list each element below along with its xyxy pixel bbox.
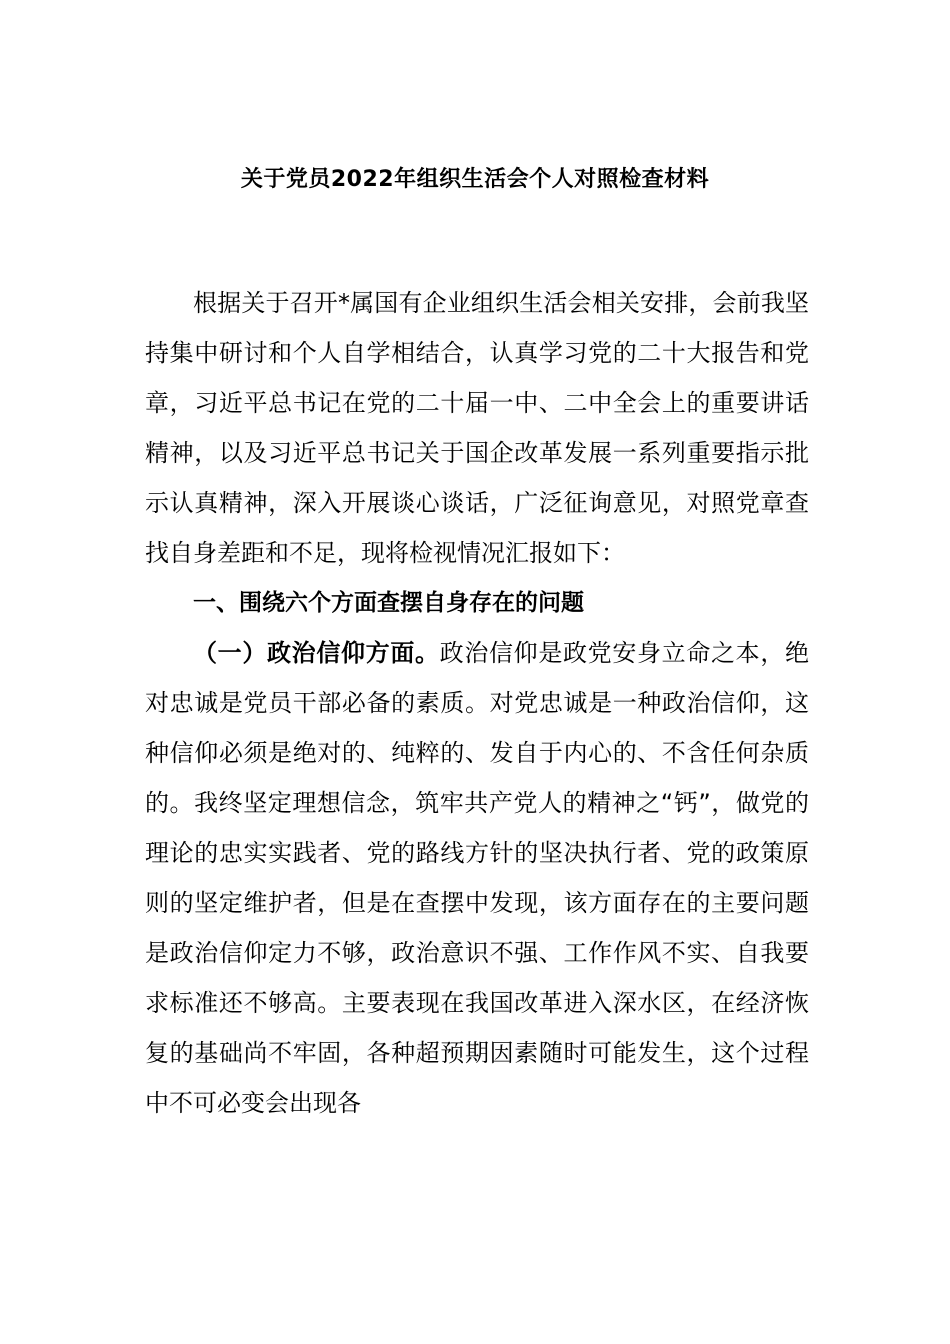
- document-title: 关于党员2022年组织生活会个人对照检查材料: [240, 167, 710, 192]
- subsection-paragraph-1: [145, 628, 809, 1128]
- section-heading-1: 一、围绕六个方面查摆自身存在的问题: [193, 590, 584, 616]
- document-body: [145, 278, 809, 1128]
- subsection-heading-1: （一）政治信仰方面。: [193, 639, 440, 667]
- intro-paragraph: 根据关于召开*属国有企业组织生活会相关安排，会前我坚持集中研讨和个人自学相结合，认真学习党的二十大报告和党章，习近平总书记在党的二十届一中、二中全会上的重要讲话精神，以及习近平总书记关于国企改革发展一系列重要指示批示认真精神，深入开展谈心谈话，广泛征询意见，对照党章查找自身差距和不足，现将检视情况汇报如下：: [145, 289, 809, 567]
- subsection-text-1: 政治信仰是政党安身立命之本，绝对忠诚是党员干部必备的素质。对党忠诚是一种政治信仰，这种信仰必须是绝对的、纯粹的、发自于内心的、不含任何杂质的。我终坚定理想信念，筑牢共产党人的精神之“钙”，做党的理论的忠实实践者、党的路线方针的坚决执行者、党的政策原则的坚定维护者，但是在查摆中发现，该方面存在的主要问题是政治信仰定力不够，政治意识不强、工作作风不实、自我要求标准还不够高。主要表现在我国改革进入深水区，在经济恢复的基础尚不牢固，各种超预期因素随时可能发生，这个过程中不可必变会出现各: [145, 639, 810, 1117]
